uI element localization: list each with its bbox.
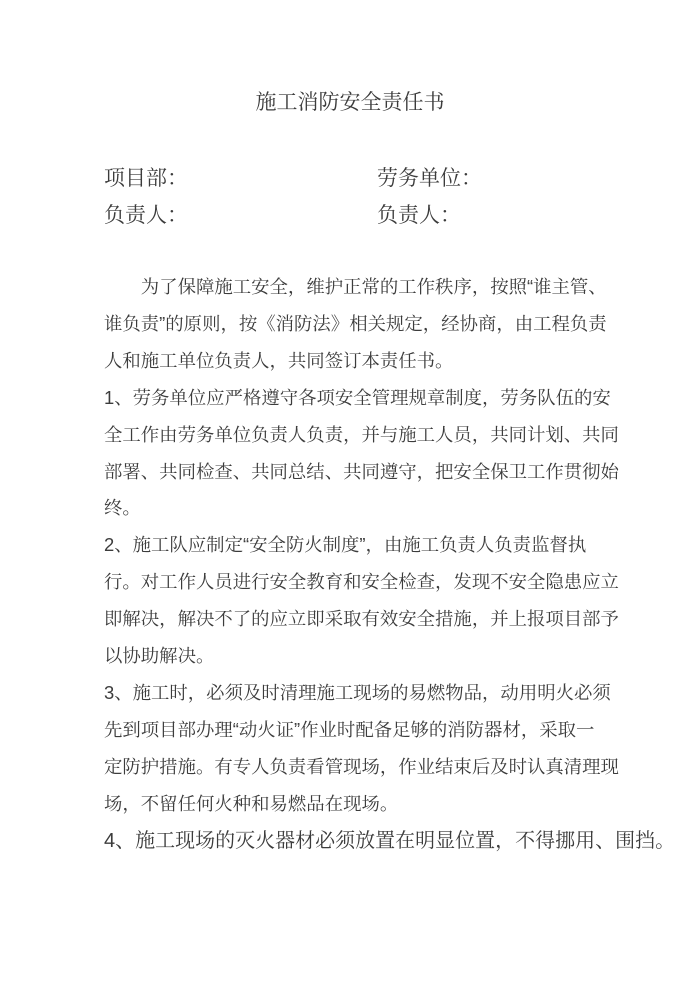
header-fields (104, 160, 700, 234)
field-label-person-in-charge-left: 负责人： (104, 204, 188, 227)
paragraph-item-2 (104, 527, 621, 675)
doc-line: 行。对工作人员进行安全教育和安全检查，发现不安全隐患应立 (104, 571, 619, 593)
field-row-2 (104, 197, 700, 234)
doc-line: 终。 (104, 497, 141, 519)
doc-line: 定防护措施。有专人负责看管现场，作业结束后及时认真清理现 (104, 755, 619, 777)
field-label-labor-unit: 劳务单位： (377, 167, 482, 190)
doc-line: 先到项目部办理“动火证”作业时配备足够的消防器材，采取一 (104, 718, 595, 740)
paragraph-item-3 (104, 675, 621, 823)
doc-line: 2、施工队应制定“安全防火制度”，由施工负责人负责监督执 (104, 534, 587, 556)
doc-line: 人和施工单位负责人，共同签订本责任书。 (104, 349, 454, 371)
doc-line: 场，不留任何火种和易燃品在现场。 (104, 792, 399, 814)
doc-line: 1、劳务单位应严格遵守各项安全管理规章制度，劳务队伍的安 (104, 386, 611, 408)
doc-line: 即解决，解决不了的应立即采取有效安全措施，并上报项目部予 (104, 608, 619, 630)
doc-line: 3、施工时，必须及时清理施工现场的易燃物品，动用明火必须 (104, 681, 611, 703)
doc-line: 谁负责”的原则，按《消防法》相关规定，经协商，由工程负责 (104, 312, 607, 334)
field-label-person-in-charge-right: 负责人： (377, 204, 461, 227)
doc-line: 为了保障施工安全，维护正常的工作秩序，按照“谁主管、 (140, 276, 607, 297)
doc-line: 全工作由劳务单位负责人负责，并与施工人员，共同计划、共同 (104, 423, 619, 445)
paragraph-intro (104, 269, 621, 380)
field-label-project-department: 项目部： (104, 167, 188, 190)
paragraph-item-1 (104, 380, 621, 528)
doc-line: 以协助解决。 (104, 645, 215, 667)
doc-line: 4、施工现场的灭火器材必须放置在明显位置，不得挪用、围挡。 (104, 829, 676, 852)
document-title: 施工消防安全责任书 (255, 91, 445, 114)
doc-line: 部署、共同检查、共同总结、共同遵守，把安全保卫工作贯彻始 (104, 460, 619, 482)
document-body (104, 269, 676, 860)
paragraph-item-4 (104, 823, 676, 860)
field-row-1 (104, 160, 700, 197)
